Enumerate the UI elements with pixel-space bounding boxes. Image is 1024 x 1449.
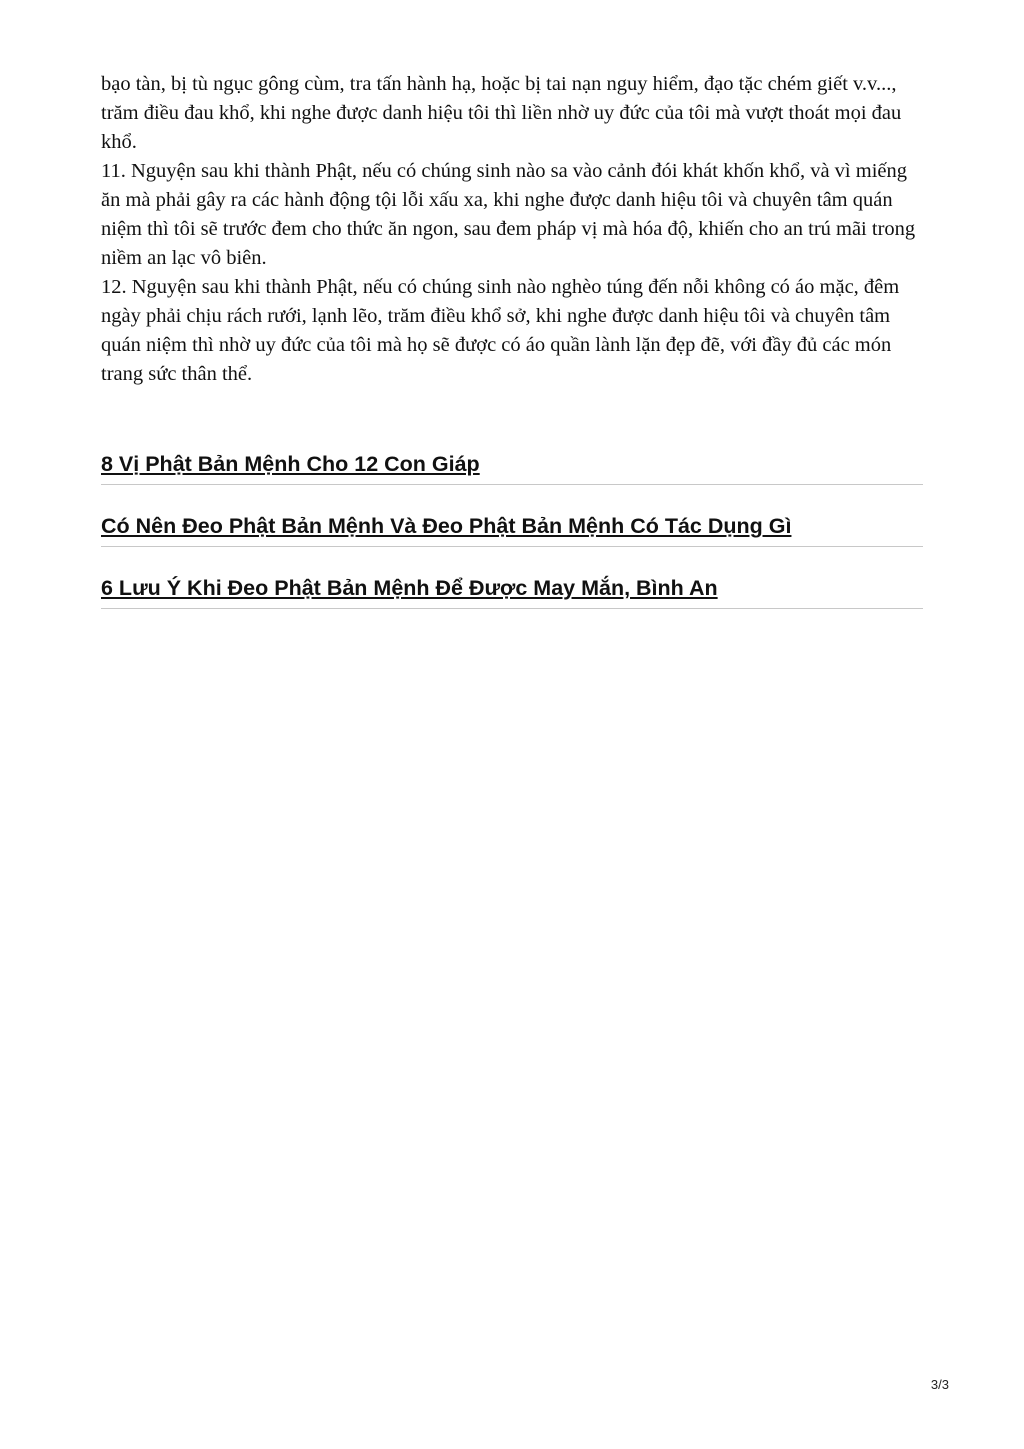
related-link-wearing-tips[interactable]: 6 Lưu Ý Khi Đeo Phật Bản Mệnh Để Được May Mắn, Bình An (101, 576, 718, 600)
article-body (101, 70, 923, 389)
document-page (101, 70, 923, 609)
page-number: 3/3 (930, 1377, 949, 1392)
article-paragraph: 12. Nguyện sau khi thành Phật, nếu có chúng sinh nào nghèo túng đến nỗi không có áo mặc, đêm ngày phải chịu rách rưới, lạnh lẽo, trăm điều khổ sở, khi nghe được danh hiệu tôi và chuyên tâm quán niệm thì nhờ uy đức của tôi mà họ sẽ được có áo quần lành lặn đẹp đẽ, với đầy đủ các món trang sức thân thể. (101, 276, 900, 385)
related-link-item (101, 547, 923, 609)
related-links (101, 435, 923, 609)
article-paragraph: bạo tàn, bị tù ngục gông cùm, tra tấn hành hạ, hoặc bị tai nạn nguy hiểm, đạo tặc chém giết v.v..., trăm điều đau khổ, khi nghe được danh hiệu tôi thì liền nhờ uy đức của tôi mà vượt thoát mọi đau khổ. (101, 73, 902, 153)
related-link-12-zodiac-buddhas[interactable]: 8 Vị Phật Bản Mệnh Cho 12 Con Giáp (101, 452, 480, 476)
related-link-should-wear-buddha[interactable]: Có Nên Đeo Phật Bản Mệnh Và Đeo Phật Bản Mệnh Có Tác Dụng Gì (101, 514, 792, 538)
article-paragraph: 11. Nguyện sau khi thành Phật, nếu có chúng sinh nào sa vào cảnh đói khát khốn khổ, và vì miếng ăn mà phải gây ra các hành động tội lỗi xấu xa, khi nghe được danh hiệu tôi và chuyên tâm quán niệm thì tôi sẽ trước đem cho thức ăn ngon, sau đem pháp vị mà hóa độ, khiến cho an trú mãi trong niềm an lạc vô biên. (101, 160, 916, 269)
related-link-item (101, 435, 923, 485)
related-link-item (101, 485, 923, 547)
